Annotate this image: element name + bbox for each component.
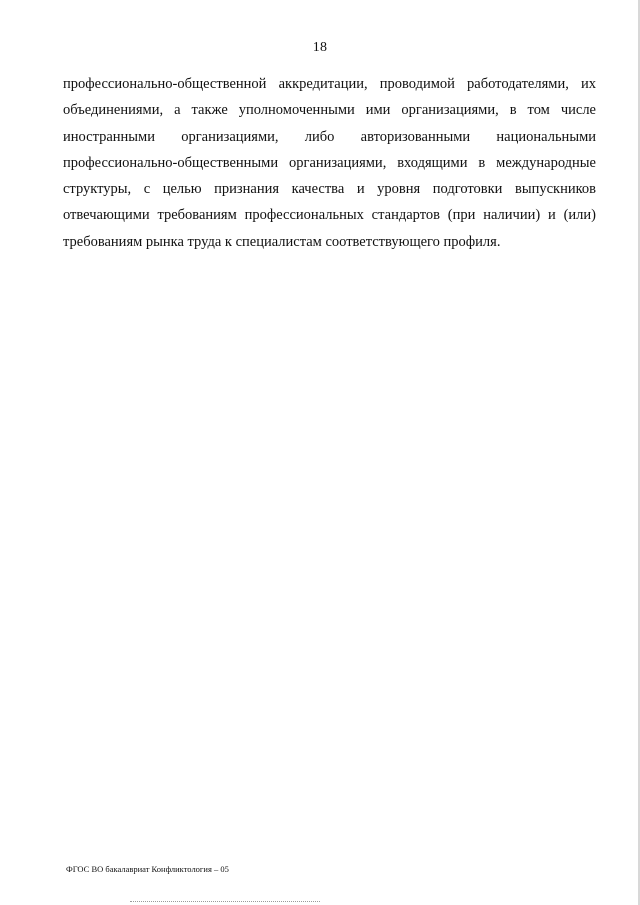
body-paragraph [63,71,596,255]
paragraph-line: профессионально-общественными организациями, входящими в международные [63,154,596,171]
paragraph-line: профессионально-общественной аккредитации, проводимой работодателями, их [63,76,596,92]
page-number: 18 [312,40,328,55]
paragraph-line: объединениями, а также уполномоченными ими организациями, в том числе [63,102,596,119]
paragraph-line-last: требованиям рынка труда к специалистам соответствующего профиля. [63,233,501,250]
document-footer: ФГОС ВО бакалавриат Конфликтология – 05 [66,864,229,874]
scan-edge-mark [130,901,320,903]
paragraph-line: иностранными организациями, либо авторизованными национальными [63,128,596,145]
paragraph-line: структуры, с целью признания качества и уровня подготовки выпускников [63,181,596,198]
paragraph-line: отвечающими требованиям профессиональных стандартов (при наличии) и (или) [63,207,596,224]
